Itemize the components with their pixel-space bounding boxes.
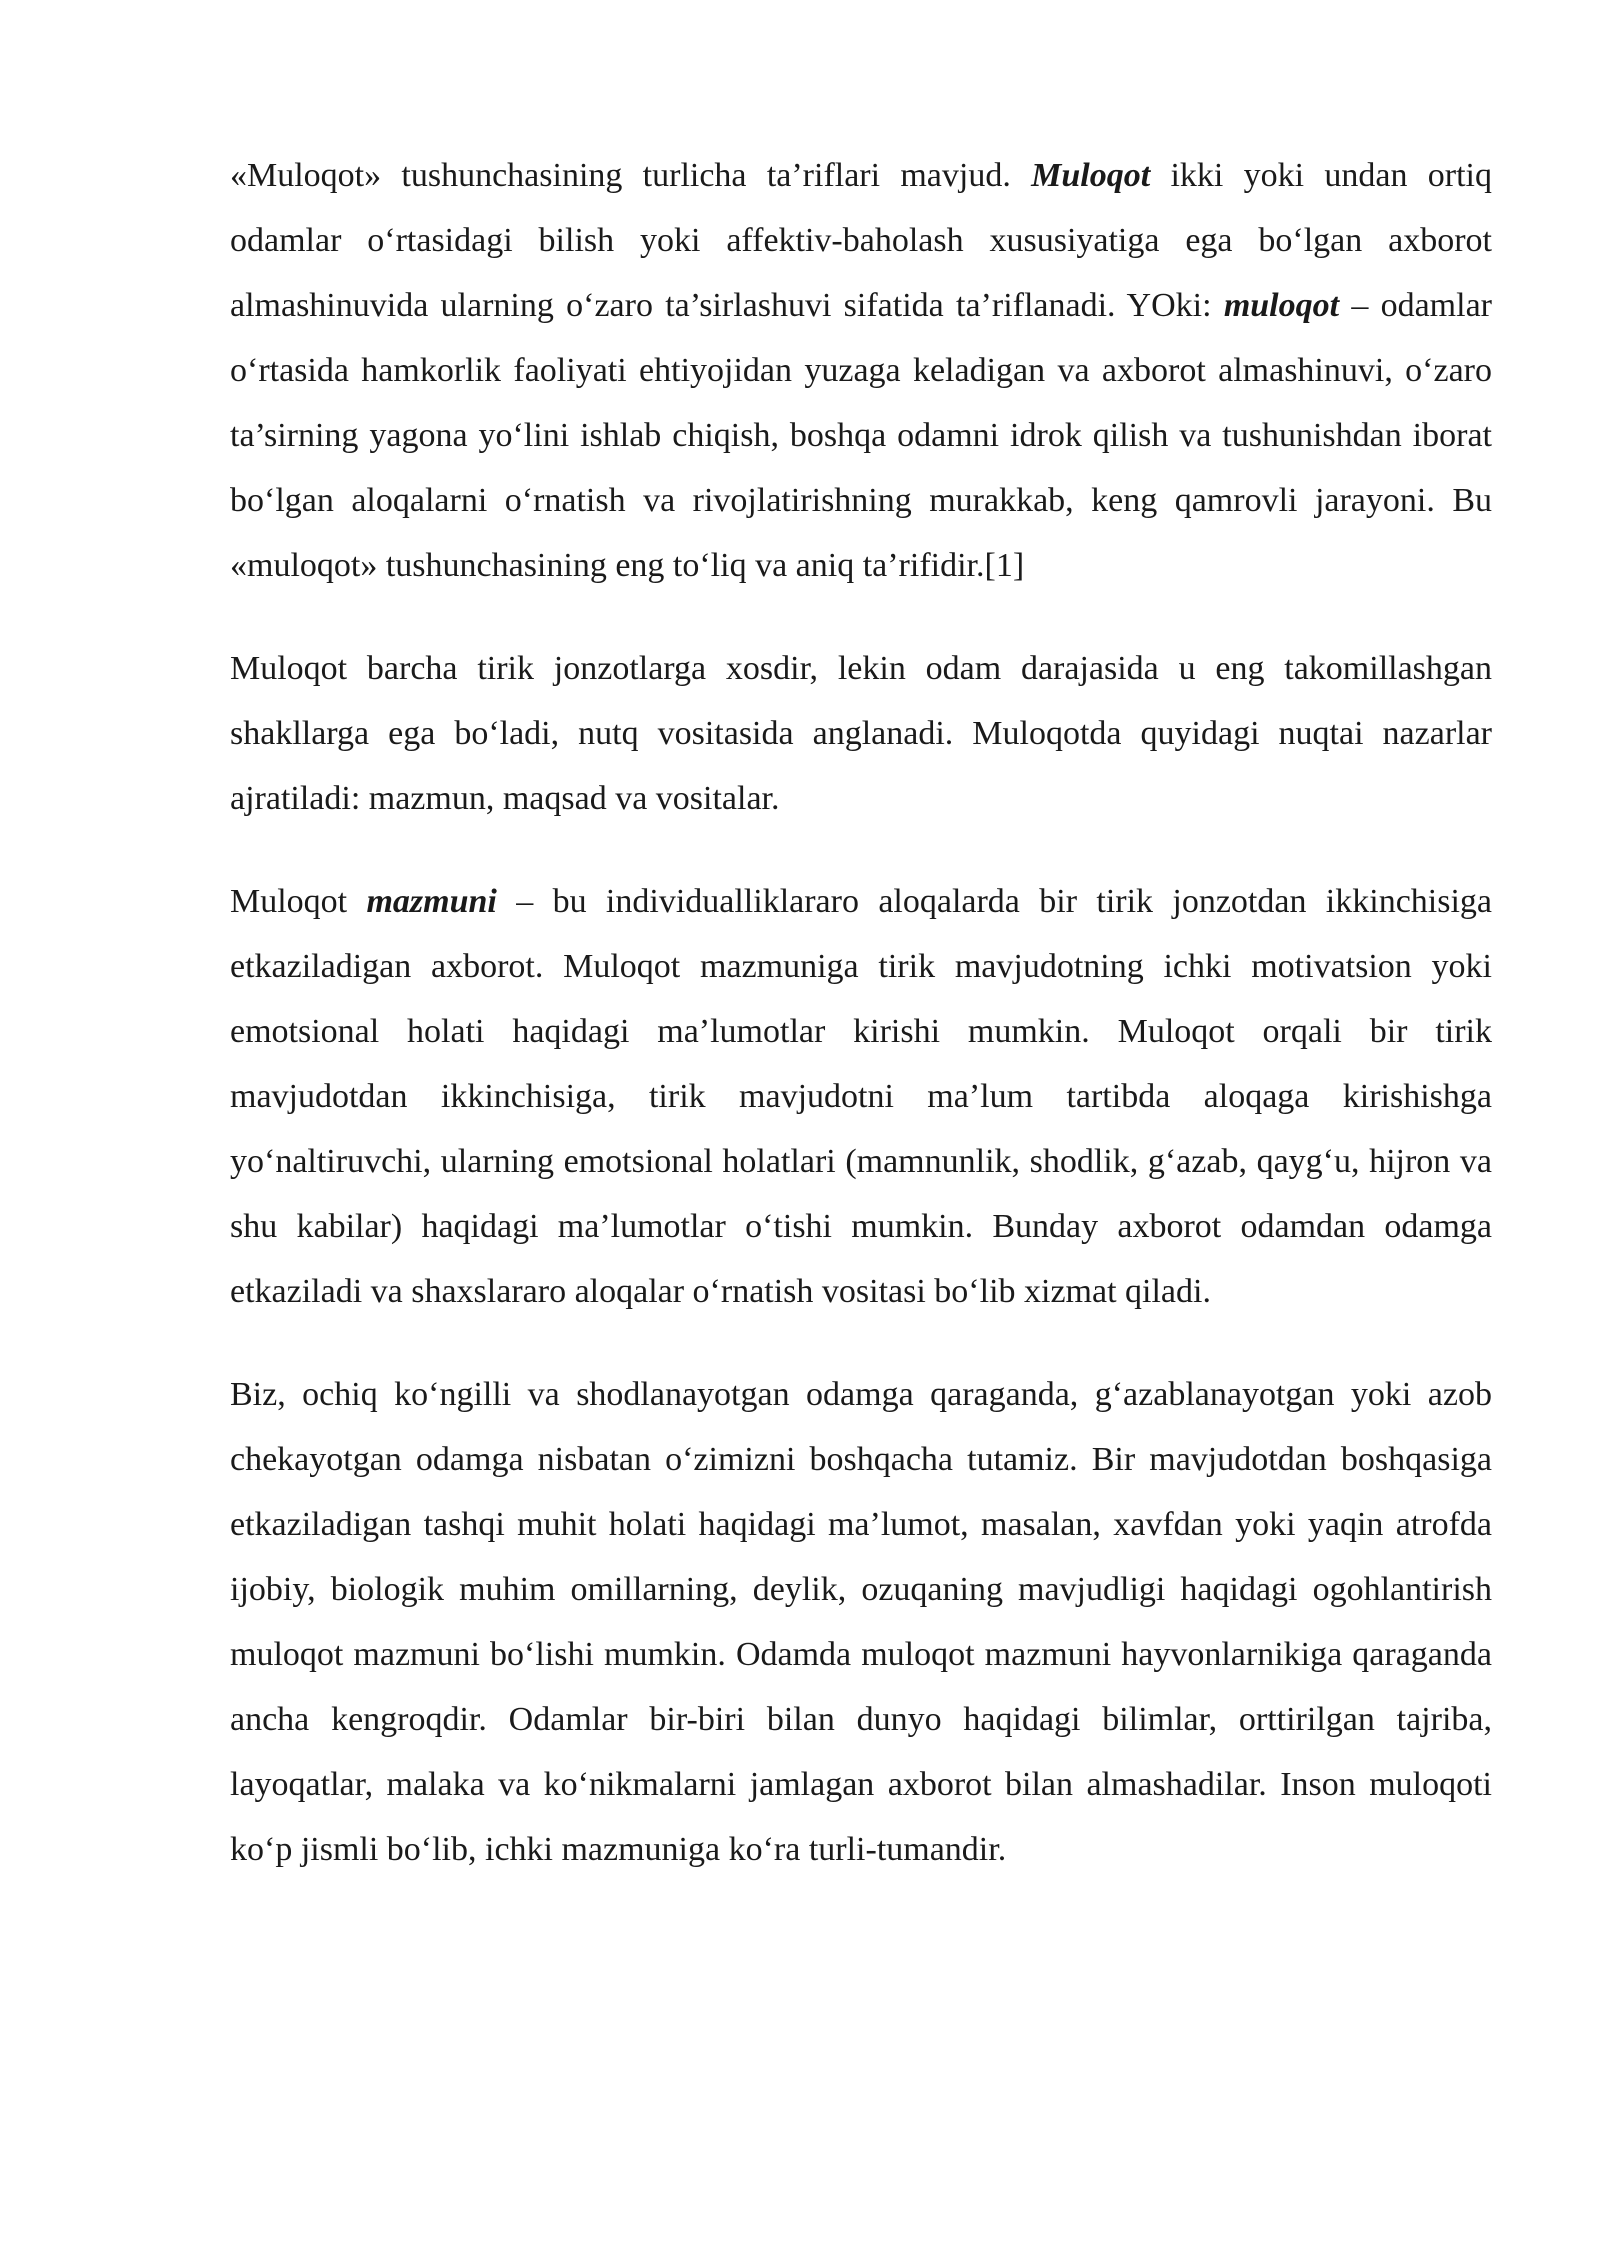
document-page	[230, 143, 1492, 1882]
text-segment: ikki yoki undan ortiq odamlar o‘rtasidagi bilish yoki affektiv-baholash xususiyatiga ega bo‘lgan axborot almashinuvida ularning o‘zaro ta’sirlashuvi sifatida ta’riflanadi. YOki:	[230, 157, 1492, 324]
paragraph-definitions	[230, 143, 1492, 598]
paragraph-aspects	[230, 636, 1492, 831]
paragraph-content	[230, 869, 1492, 1324]
term-mazmuni: mazmuni	[366, 883, 497, 920]
text-segment: – bu individualliklararo aloqalarda bir tirik jonzotdan ikkinchisiga etkaziladigan axborot. Muloqot mazmuniga tirik mavjudotning ichki motivatsion yoki emotsional holati haqidagi ma’lumotlar kirishi mumkin. Muloqot orqali bir tirik mavjudotdan ikkinchisiga, tirik mavjudotni ma’lum tartibda aloqaga kirishishga yo‘naltiruvchi, ularning emotsional holatlari (mamnunlik, shodlik, g‘azab, qayg‘u, hijron va shu kabilar) haqidagi ma’lumotlar o‘tishi mumkin. Bunday axborot odamdan odamga etkaziladi va shaxslararo aloqalar o‘rnatish vositasi bo‘lib xizmat qiladi.	[230, 883, 1493, 1310]
text-segment: – odamlar o‘rtasida hamkorlik faoliyati ehtiyojidan yuzaga keladigan va axborot almashinuvi, o‘zaro ta’sirning yagona yo‘lini ishlab chiqish, boshqa odamni idrok qilish va tushunishdan iborat bo‘lgan aloqalarni o‘rnatish va rivojlatirishning murakkab, keng qamrovli jarayoni. Bu «muloqot» tushunchasining eng to‘liq va aniq ta’rifidir.[1]	[230, 287, 1492, 584]
text-segment: «Muloqot» tushunchasining turlicha ta’riflari mavjud.	[230, 157, 1032, 194]
text-segment: Muloqot	[230, 883, 367, 920]
text-segment: Muloqot barcha tirik jonzotlarga xosdir, lekin odam darajasida u eng takomillashgan shakllarga ega bo‘ladi, nutq vositasida anglanadi. Muloqotda quyidagi nuqtai nazarlar ajratiladi: mazmun, maqsad va vositalar.	[230, 650, 1492, 817]
paragraph-examples	[230, 1362, 1492, 1882]
term-muloqot: Muloqot	[1031, 157, 1151, 194]
text-segment: Biz, ochiq ko‘ngilli va shodlanayotgan odamga qaraganda, g‘azablanayotgan yoki azob chekayotgan odamga nisbatan o‘zimizni boshqacha tutamiz. Bir mavjudotdan boshqasiga etkaziladigan tashqi muhit holati haqidagi ma’lumot, masalan, xavfdan yoki yaqin atrofda ijobiy, biologik muhim omillarning, deylik, ozuqaning mavjudligi haqidagi ogohlantirish muloqot mazmuni bo‘lishi mumkin. Odamda muloqot mazmuni hayvonlarnikiga qaraganda ancha kengroqdir. Odamlar bir-biri bilan dunyo haqidagi bilimlar, orttirilgan tajriba, layoqatlar, malaka va ko‘nikmalarni jamlagan axborot bilan almashadilar. Inson muloqoti ko‘p jismli bo‘lib, ichki mazmuniga ko‘ra turli-tumandir.	[230, 1376, 1492, 1868]
term-muloqot-lowercase: muloqot	[1223, 287, 1340, 324]
